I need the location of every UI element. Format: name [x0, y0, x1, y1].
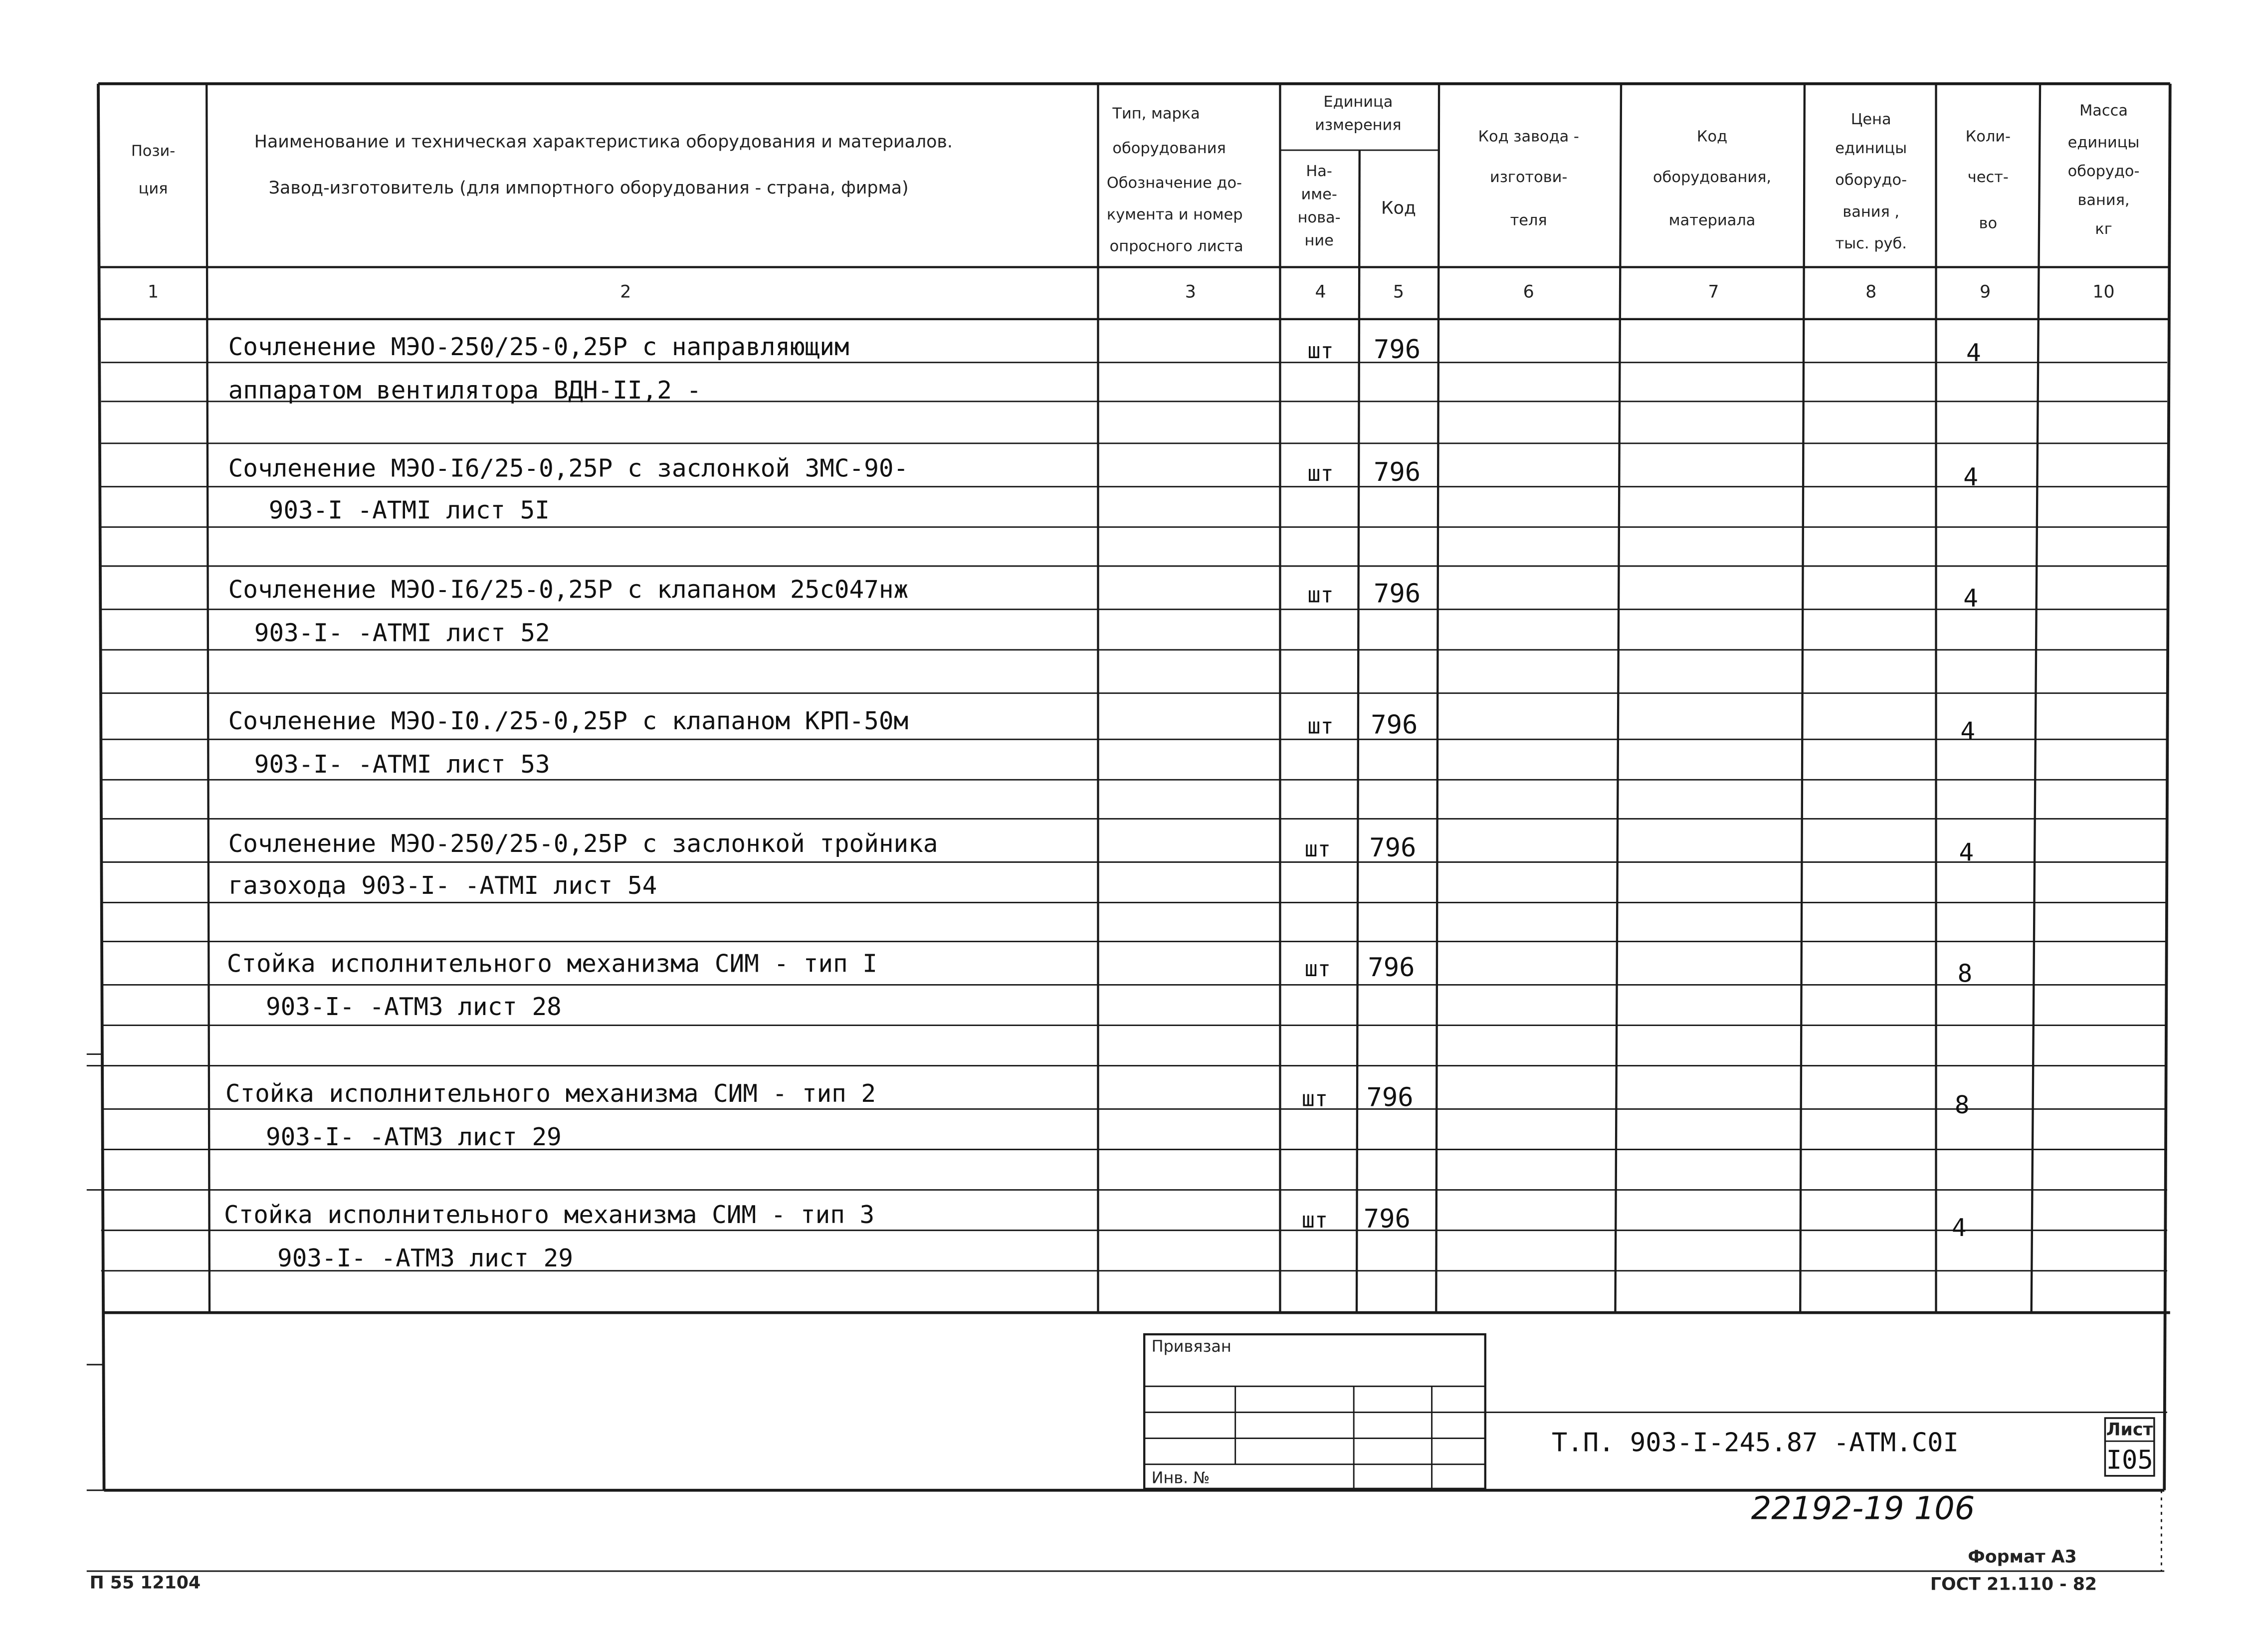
- item-quantity: 4: [1952, 1213, 1967, 1242]
- col8-header-line3: оборудо-: [1835, 171, 1907, 189]
- col8-header-line1: Цена: [1850, 110, 1891, 128]
- footer-left-code: П 55 12104: [89, 1573, 201, 1593]
- item-unit: шт: [1301, 1208, 1328, 1233]
- item-unit-code: 796: [1371, 710, 1418, 740]
- item-name-line: 903-I- -АТМI лист 53: [254, 749, 550, 779]
- item-unit-code: 796: [1373, 334, 1421, 365]
- col-number: 4: [1315, 282, 1326, 302]
- col-number: 6: [1523, 282, 1534, 302]
- col-number: 7: [1708, 282, 1719, 302]
- col-number: 9: [1979, 282, 1991, 302]
- item-name-line: Сочленение МЭО-I6/25-0,25Р с заслонкой ЗМС-90-: [228, 453, 909, 483]
- col8-header-line5: тыс. руб.: [1835, 234, 1907, 252]
- col3-header-line4: кумента и номер: [1106, 206, 1243, 224]
- item-unit: шт: [1307, 461, 1334, 487]
- col10-header-line5: кг: [2095, 220, 2112, 238]
- item-name-line: Стойка исполнительного механизма СИМ - тип 3: [223, 1200, 875, 1230]
- col7-header-line3: материала: [1668, 211, 1756, 229]
- col6-header-line2: изготови-: [1489, 168, 1568, 186]
- table-row: [228, 332, 1981, 405]
- col7-header-line2: оборудования,: [1653, 168, 1772, 186]
- col5-header: Код: [1381, 198, 1416, 218]
- item-unit: шт: [1304, 836, 1331, 862]
- col8-header-line4: вания ,: [1842, 203, 1900, 221]
- item-unit-code: 796: [1373, 579, 1421, 609]
- handwritten-number: 22192-19 106: [1751, 1490, 1975, 1527]
- col7-header-line1: Код: [1696, 128, 1728, 146]
- col10-header-line1: Масса: [2079, 102, 2128, 120]
- table-row: [228, 829, 1974, 900]
- item-name-line: Сочленение МЭО-I0./25-0,25Р с клапаном КРП-50м: [228, 706, 909, 736]
- col-number: 8: [1865, 282, 1877, 302]
- item-name-line: 903-I- -АТМ3 лист 28: [265, 992, 562, 1022]
- footer: [87, 1547, 2164, 1595]
- col1-header-line2: ция: [138, 180, 168, 198]
- col-number: 2: [620, 282, 631, 302]
- col6-header-line3: теля: [1510, 211, 1547, 229]
- item-unit-code: 796: [1368, 953, 1415, 983]
- item-name-line: Сочленение МЭО-250/25-0,25Р с направляющим: [228, 332, 849, 362]
- col2-header-line2: Завод-изготовитель (для импортного оборудования - страна, фирма): [268, 178, 909, 198]
- document-code: Т.П. 903-I-245.87 -АТМ.С0I: [1552, 1428, 1959, 1458]
- item-name-line: Стойка исполнительного механизма СИМ - тип I: [226, 949, 877, 978]
- item-quantity: 4: [1959, 837, 1974, 867]
- item-quantity: 4: [1963, 462, 1978, 491]
- table-row: [224, 1200, 1967, 1272]
- col3-header-line2: оборудования: [1112, 139, 1226, 157]
- format-label: Формат А3: [1968, 1547, 2077, 1567]
- col4-header-line2: име-: [1301, 186, 1337, 204]
- item-unit-code: 796: [1369, 832, 1417, 863]
- item-unit: шт: [1304, 957, 1331, 982]
- col3-header-line5: опросного листа: [1109, 237, 1243, 255]
- col3-header-line1: Тип, марка: [1112, 105, 1200, 123]
- col-number: 5: [1393, 282, 1405, 302]
- col9-header-line2: чест-: [1967, 168, 2009, 186]
- item-name-line: аппаратом вентилятора ВДН-II,2 -: [228, 376, 702, 405]
- col-number: 1: [147, 282, 159, 302]
- table-body: [224, 332, 1981, 1272]
- col10-header-line3: оборудо-: [2067, 163, 2140, 181]
- title-block: [1144, 1334, 2167, 1571]
- item-unit-code: 796: [1366, 1082, 1414, 1113]
- col4-header-line4: ние: [1304, 232, 1334, 250]
- unit-group-line2: измерения: [1315, 116, 1402, 134]
- col2-header-line1: Наименование и техническая характеристика оборудования и материалов.: [254, 132, 953, 152]
- table-header: [131, 93, 2140, 255]
- col10-header-line4: вания,: [2077, 192, 2130, 209]
- item-quantity: 4: [1966, 338, 1981, 367]
- col9-header-line3: во: [1979, 214, 1998, 232]
- sheet-label: Лист: [2106, 1420, 2153, 1440]
- col-number: 3: [1185, 282, 1196, 302]
- item-quantity: 4: [1960, 716, 1976, 746]
- col-number: 10: [2092, 282, 2115, 302]
- item-unit: шт: [1307, 714, 1334, 739]
- col9-header-line1: Коли-: [1965, 128, 2011, 146]
- gost-label: ГОСТ 21.110 - 82: [1930, 1574, 2097, 1595]
- col3-header-line3: Обозначение до-: [1106, 174, 1242, 192]
- inv-label: Инв. №: [1151, 1468, 1210, 1487]
- item-unit: шт: [1307, 583, 1334, 608]
- col10-header-line2: единицы: [2067, 134, 2140, 152]
- unit-group-line1: Единица: [1323, 93, 1393, 111]
- col4-header-line3: нова-: [1297, 208, 1341, 226]
- col8-header-line2: единицы: [1835, 139, 1907, 157]
- item-unit-code: 796: [1363, 1204, 1411, 1234]
- item-quantity: 8: [1957, 959, 1973, 988]
- column-numbers-row: [148, 282, 2115, 302]
- col4-header-line1: На-: [1306, 163, 1332, 181]
- sheet-number: I05: [2106, 1445, 2153, 1475]
- col6-header-line1: Код завода -: [1478, 128, 1579, 146]
- item-name-line: газохода 903-I- -АТМI лист 54: [228, 871, 657, 900]
- item-unit: шт: [1307, 338, 1334, 364]
- col1-header-line1: Пози-: [131, 142, 176, 160]
- table-row: [228, 706, 1975, 779]
- item-name-line: Сочленение МЭО-I6/25-0,25Р с клапаном 25с047нж: [228, 575, 909, 604]
- item-quantity: 4: [1963, 583, 1978, 613]
- item-unit: шт: [1301, 1086, 1328, 1112]
- item-name-line: 903-I- -АТМ3 лист 29: [265, 1122, 562, 1151]
- table-row: [228, 453, 1978, 524]
- item-name-line: 903-I -АТМI лист 5I: [268, 495, 550, 525]
- item-name-line: Стойка исполнительного механизма СИМ - тип 2: [225, 1078, 876, 1108]
- item-name-line: Сочленение МЭО-250/25-0,25Р с заслонкой тройника: [228, 829, 938, 858]
- item-quantity: 8: [1954, 1090, 1970, 1120]
- item-name-line: 903-I- -АТМI лист 52: [254, 618, 550, 647]
- table-frame: [87, 84, 2170, 1490]
- item-unit-code: 796: [1373, 457, 1421, 488]
- privyazan-label: Привязан: [1151, 1336, 1231, 1356]
- table-row: [228, 575, 1978, 647]
- item-name-line: 903-I- -АТМ3 лист 29: [277, 1243, 573, 1273]
